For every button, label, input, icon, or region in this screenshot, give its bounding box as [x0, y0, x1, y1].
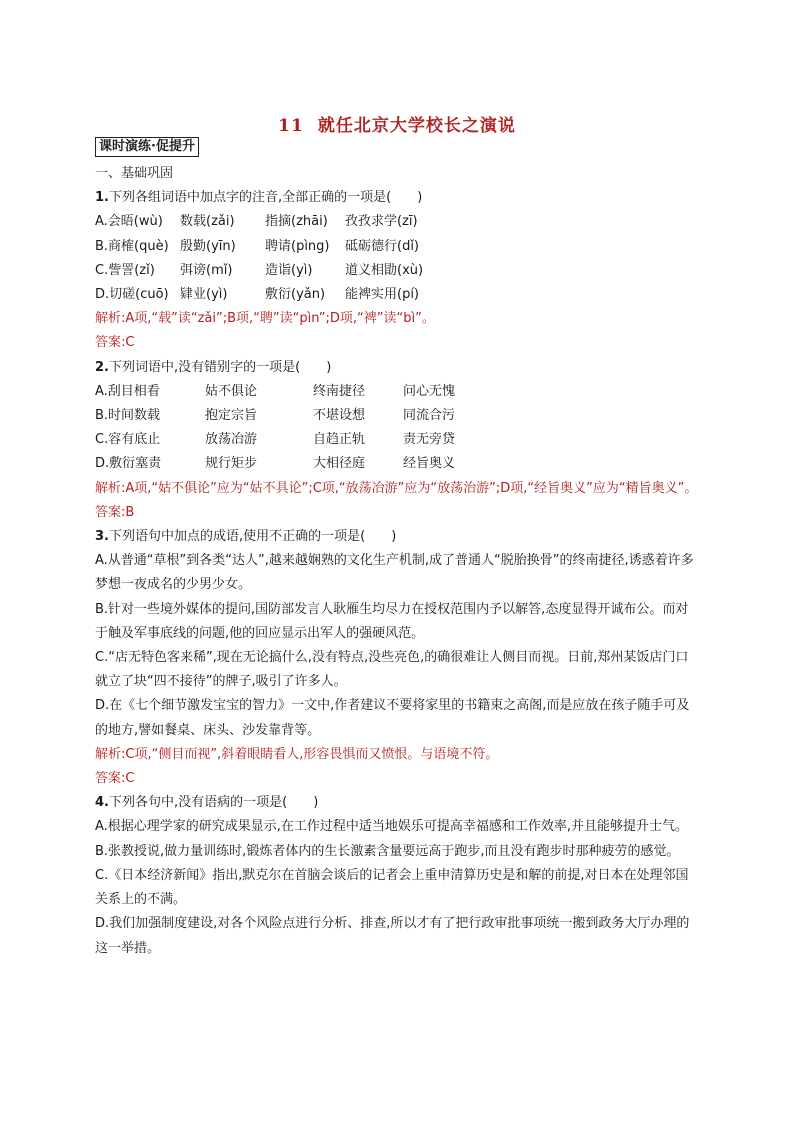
question-1-option-a: A.会晤(wù) 数载(zǎi) 指摘(zhāi) 孜孜求学(zī)	[95, 214, 418, 230]
question-2-option-a: A.刮目相看 姑不俱论 终南捷径 问心无愧	[95, 383, 456, 399]
question-3-option-b: B.针对一些境外媒体的提问,国防部发言人耿雁生均尽力在授权范围内予以解答,态度显得开诚布公。而对于触及军事底线的问题,他的回应显示出军人的强硬风范。	[95, 601, 689, 641]
section-badge: 课时演练·促提升	[95, 137, 199, 157]
lesson-number: 11	[278, 116, 304, 136]
question-1-option-b: B.商榷(què) 殷勤(yīn) 聘请(pìng) 砥砺德行(dǐ)	[95, 238, 420, 254]
question-3-analysis: 解析:C项,“侧目而视”,斜着眼睛看人,形容畏惧而又愤恨。与语境不符。	[95, 746, 499, 762]
section-heading: 一、基础巩固	[95, 166, 174, 181]
question-1-option-d: D.切磋(cuō) 肄业(yì) 敷衍(yǎn) 能裨实用(pí)	[95, 287, 420, 303]
question-1-answer: 答案:C	[95, 335, 135, 351]
lesson-title: 就任北京大学校长之演说	[317, 116, 516, 136]
question-2-option-b: B.时间数载 抱定宗旨 不堪设想 同流合污	[95, 408, 456, 424]
question-2-option-d: D.敷衍塞责 规行矩步 大相径庭 经旨奥义	[95, 456, 456, 472]
question-3-option-d: D.在《七个细节激发宝宝的智力》一文中,作者建议不要将家里的书籍束之高阁,而是应放在孩子随手可及的地方,譬如餐桌、床头、沙发靠背等。	[95, 698, 690, 738]
exercise-content	[95, 162, 701, 961]
question-3-option-a: A.从普通“草根”到各类“达人”,越来越娴熟的文化生产机制,成了普通人“脱胎换骨”的终南捷径,诱惑着许多梦想一夜成名的少男少女。	[95, 553, 694, 593]
question-4-option-d: D.我们加强制度建设,对各个风险点进行分析、排查,所以才有了把行政审批事项统一搬到政务大厅办理的这一举措。	[95, 916, 690, 956]
question-4-option-a: A.根据心理学家的研究成果显示,在工作过程中适当地娱乐可提高幸福感和工作效率,并且能够提升士气。	[95, 819, 689, 835]
question-2-stem: 2.下列词语中,没有错别字的一项是( )	[95, 359, 332, 375]
question-1-option-c: C.訾詈(zǐ) 弭谤(mǐ) 造诣(yì) 道义相勖(xù)	[95, 262, 424, 278]
question-3-stem: 3.下列语句中加点的成语,使用不正确的一项是( )	[95, 529, 397, 545]
question-1-stem: 1.下列各组词语中加点字的注音,全部正确的一项是( )	[95, 190, 423, 206]
question-2-analysis: 解析:A项,“姑不俱论”应为“姑不具论”;C项,“放荡冶游”应为“放荡治游”;D项,“经旨奥义”应为“精旨奥义”。	[95, 480, 698, 496]
question-2-option-c: C.容有底止 放荡冶游 自趋正轨 责无旁贷	[95, 432, 456, 448]
question-1-analysis: 解析:A项,“载”读“zǎi”;B项,“聘”读“pìn”;D项,“裨”读“bì”。	[95, 311, 435, 327]
page-title	[0, 111, 794, 136]
question-2-answer: 答案:B	[95, 504, 135, 520]
question-4-option-b: B.张教授说,做力量训练时,锻炼者体内的生长激素含量要远高于跑步,而且没有跑步时那种疲劳的感觉。	[95, 843, 680, 859]
question-4-option-c: C.《日本经济新闻》指出,默克尔在首脑会谈后的记者会上重申清算历史是和解的前提,对日本在处理邻国关系上的不满。	[95, 867, 689, 908]
question-3-option-c: C.“店无特色客来稀”,现在无论搞什么,没有特点,没些亮色,的确很难让人侧目而视。日前,郑州某饭店门口就立了块“四不接待”的牌子,吸引了许多人。	[95, 650, 689, 690]
question-3-answer: 答案:C	[95, 771, 135, 787]
question-4-stem: 4.下列各句中,没有语病的一项是( )	[95, 795, 319, 811]
